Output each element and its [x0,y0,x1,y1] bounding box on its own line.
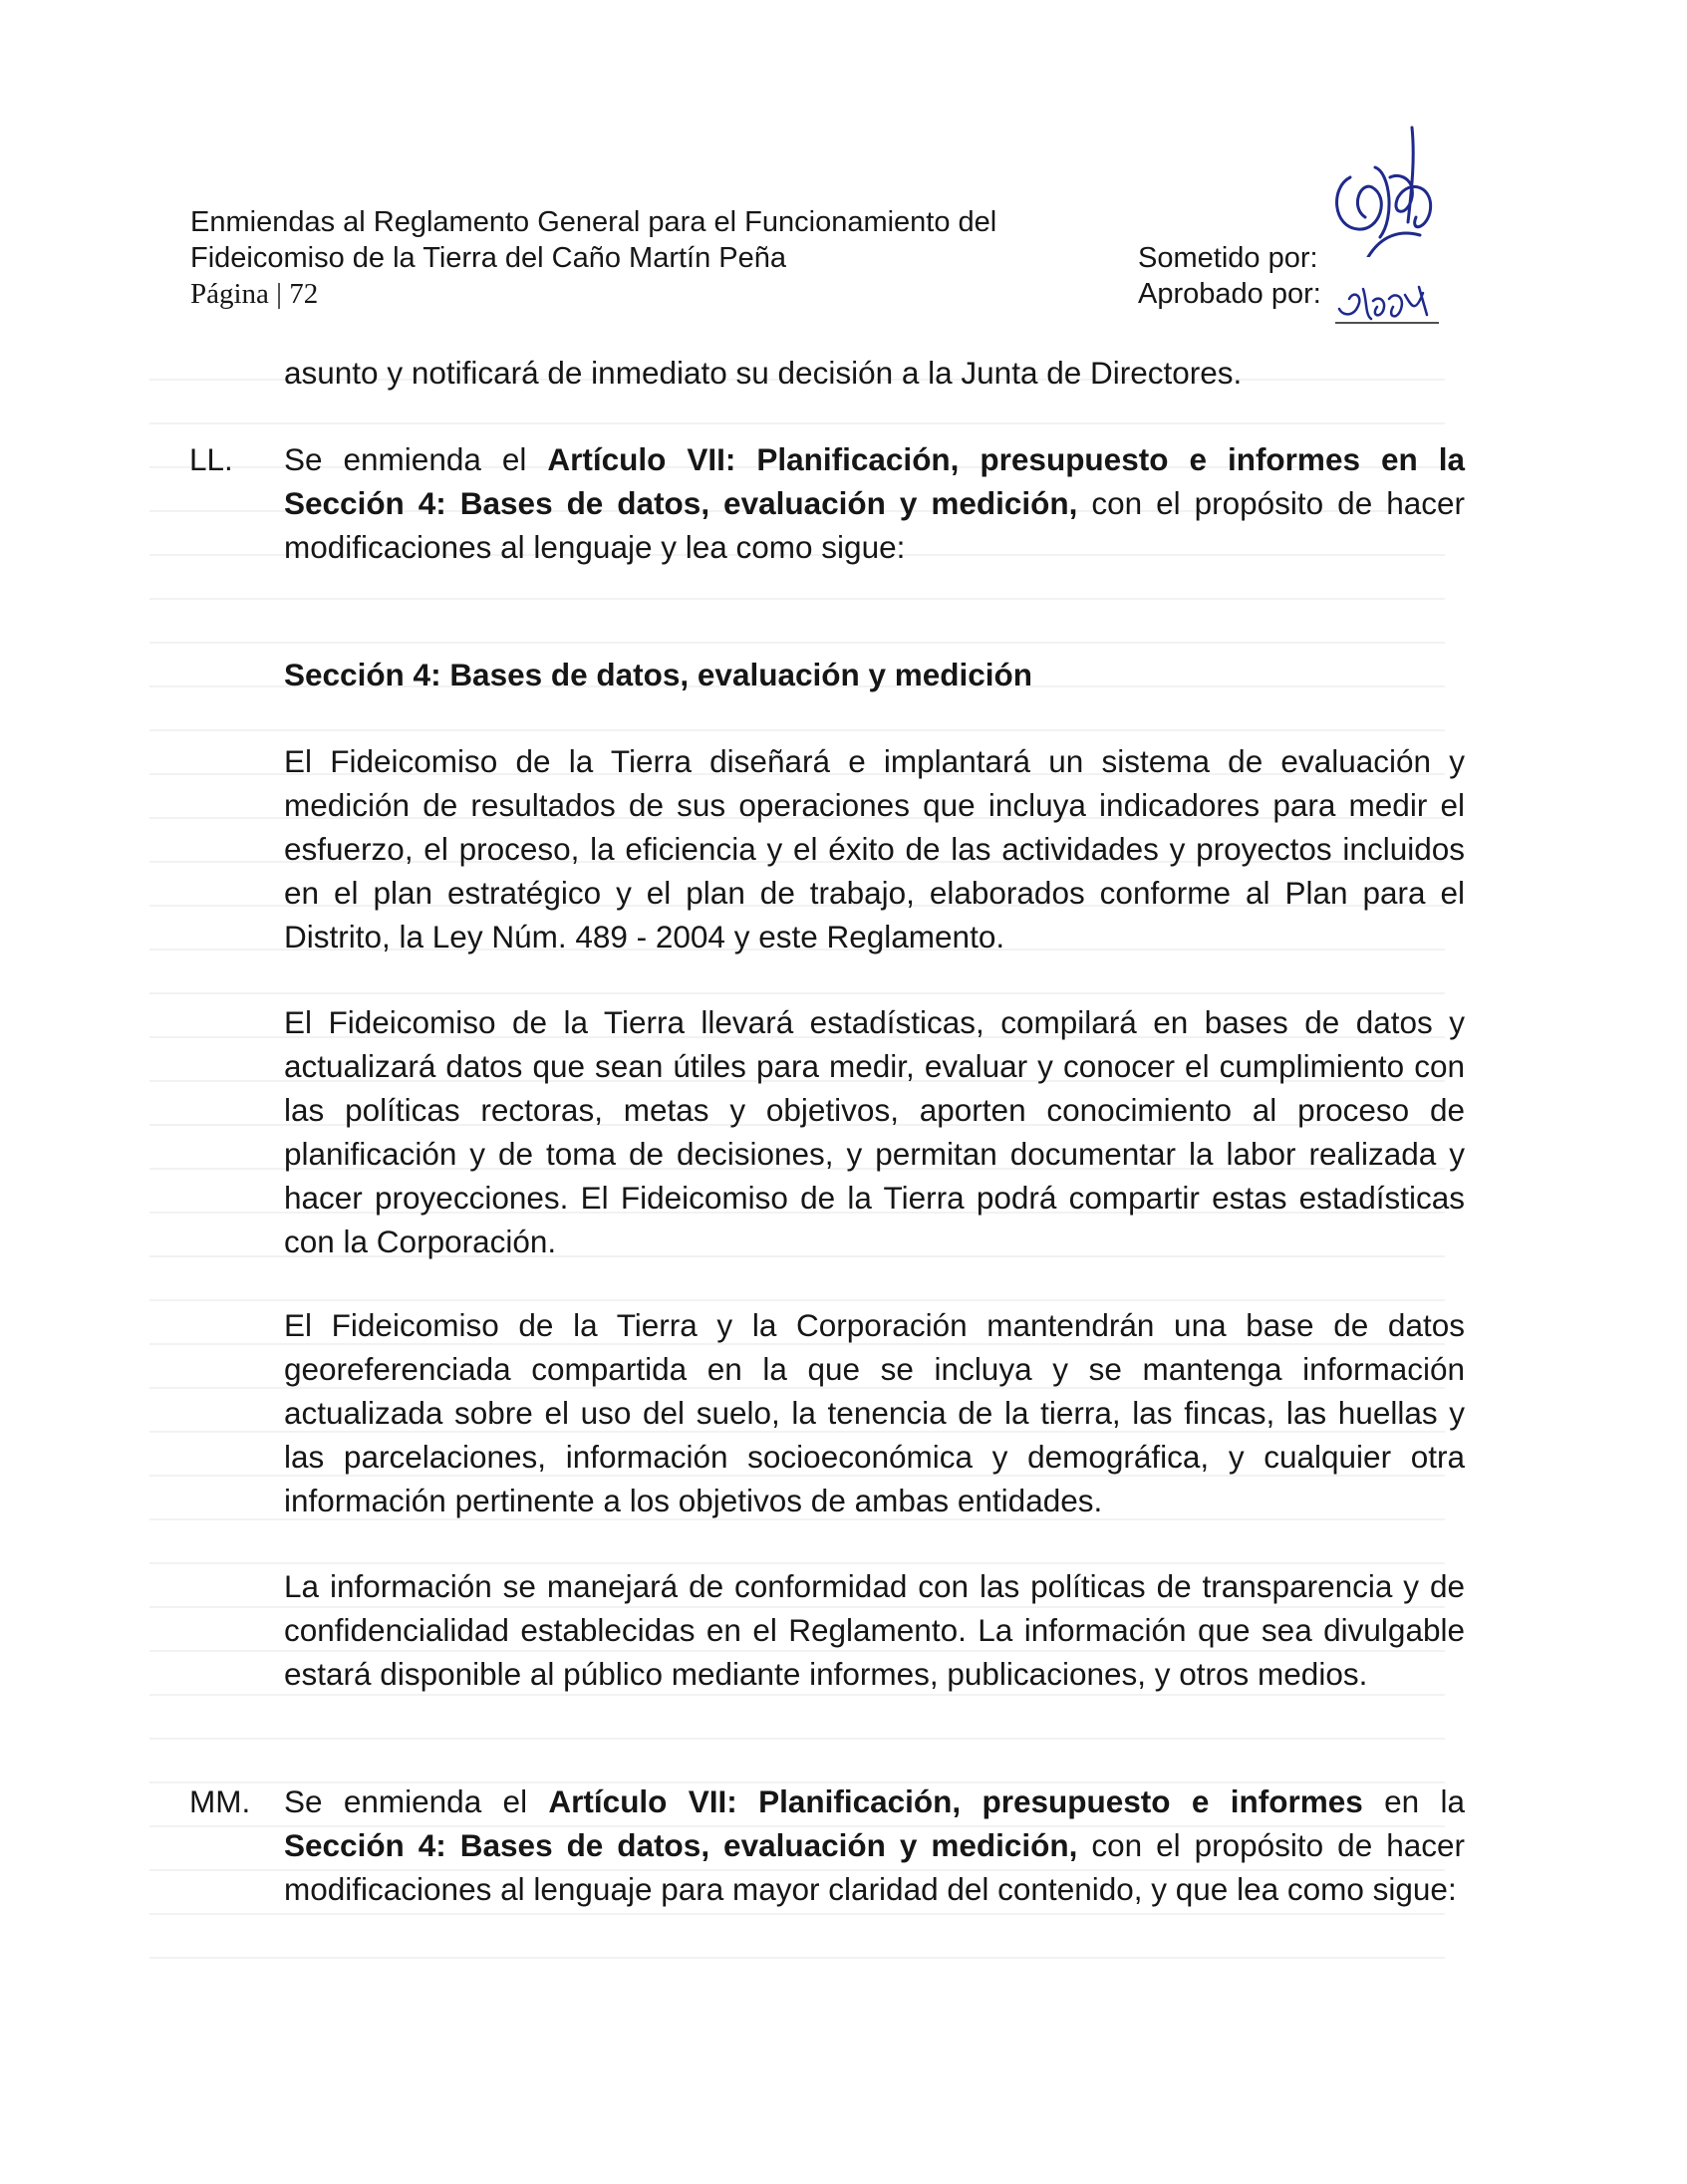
paragraph-1-block [189,739,1465,958]
item-ll-label: LL. [189,441,233,477]
section-heading-block [189,653,1465,696]
header-title-line-1: Enmiendas al Reglamento General para el Funcionamiento del [190,206,997,238]
approved-by-label: Aprobado por: [1138,278,1321,310]
item-ll-text: Se enmienda el Artículo VII: Planificación, presupuesto e informes en la Sección 4: Bases de datos, evaluación y medición, con el propósito de hacer modificaciones al lenguaje y lea como sigue: [284,441,1465,565]
intro-line-block [189,351,1465,395]
paragraph-2: El Fideicomiso de la Tierra llevará estadísticas, compilará en bases de datos y actualizará datos que sean útiles para medir, evaluar y conocer el cumplimiento con las políticas rectoras, metas y objetivos, aporten conocimiento al proceso de planificación y de toma de decisiones, y permitan documentar la labor realizada y hacer proyecciones. El Fideicomiso de la Tierra podrá compartir estas estadísticas con la Corporación. [284,1004,1465,1259]
paragraph-4-block [189,1564,1465,1696]
intro-line: asunto y notificará de inmediato su decisión a la Junta de Directores. [284,355,1243,391]
approved-signature [1331,281,1441,326]
paragraph-1: El Fideicomiso de la Tierra diseñará e implantará un sistema de evaluación y medición de resultados de sus operaciones que incluya indicadores para medir el esfuerzo, el proceso, la eficiencia y el éxito de las actividades y proyectos incluidos en el plan estratégico y el plan de trabajo, elaborados conforme al Plan para el Distrito, la Ley Núm. 489 - 2004 y este Reglamento. [284,743,1465,955]
header-title-line-2: Fideicomiso de la Tierra del Caño Martín Peña [190,242,787,274]
item-mm-label: MM. [189,1783,251,1819]
submitted-signature [1320,118,1460,257]
item-mm-text: Se enmienda el Artículo VII: Planificación, presupuesto e informes en la Sección 4: Bases de datos, evaluación y medición, con el propósito de hacer modificaciones al lenguaje para mayor claridad del contenido, y que lea como sigue: [284,1783,1465,1907]
page-number: Página | 72 [190,278,319,310]
item-ll [189,437,1465,569]
paragraph-2-block [189,1000,1465,1263]
paragraph-4: La información se manejará de conformidad con las políticas de transparencia y de confidencialidad establecidas en el Reglamento. La información que sea divulgable estará disponible al público mediante informes, publicaciones, y otros medios. [284,1568,1465,1692]
approval-block [1138,240,1321,312]
submitted-by-label: Sometido por: [1138,242,1318,274]
section-heading: Sección 4: Bases de datos, evaluación y medición [284,657,1033,692]
paragraph-3-block [189,1303,1465,1522]
document-header [190,204,996,312]
paragraph-3: El Fideicomiso de la Tierra y la Corporación mantendrán una base de datos georeferenciada compartida en la que se incluya y se mantenga información actualizada sobre el uso del suelo, la tenencia de la tierra, las fincas, las huellas y las parcelaciones, información socioeconómica y demográfica, y cualquier otra información pertinente a los objetivos de ambas entidades. [284,1307,1465,1518]
item-mm [189,1779,1465,1911]
